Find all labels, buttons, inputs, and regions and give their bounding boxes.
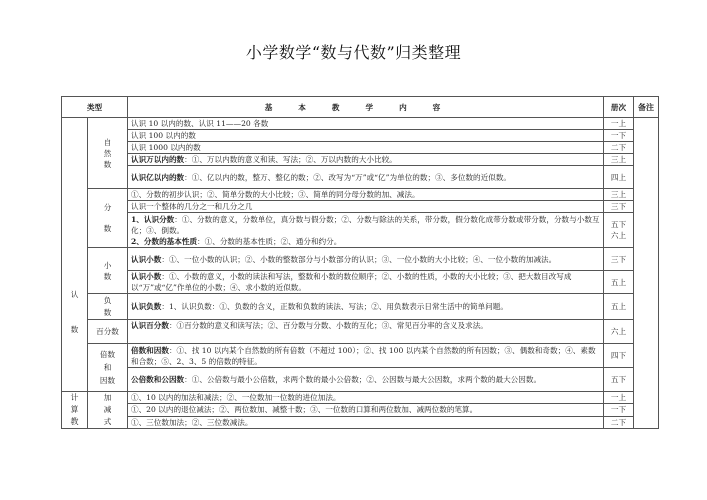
content-cell: 认识一个整体的几分之一和几分之几 [128, 201, 604, 213]
table-row [62, 294, 659, 320]
table-row [62, 154, 659, 166]
table-row [62, 416, 659, 428]
table-row [62, 142, 659, 154]
table-row [62, 118, 659, 130]
category-char: 教 [70, 417, 79, 426]
table-row [62, 201, 659, 213]
table-row [62, 213, 659, 248]
volume-cell: 三上 [604, 154, 634, 166]
volume-cell: 三下 [604, 248, 634, 271]
curriculum-table [61, 96, 659, 429]
subcategory-fu [88, 294, 128, 320]
content-cell: 认识亿以内的数：①、亿以内的数，整万、整亿的数；②、改写为“万”或“亿”为单位的数；③、多位数的近似数。 [128, 166, 604, 189]
volume-cell: 五下 [604, 368, 634, 392]
volume-cell: 一上 [604, 118, 634, 130]
content-cell: 公倍数和公因数：①、公倍数与最小公倍数，求两个数的最小公倍数；②、公因数与最大公因数，求两个数的最大公因数。 [128, 368, 604, 392]
volume-cell: 四上 [604, 166, 634, 189]
subcategory-beishu [88, 344, 128, 392]
note-cell [634, 118, 659, 429]
volume-cell: 五上 [604, 294, 634, 320]
sub-char: 数 [103, 307, 112, 317]
category-jisuan [62, 392, 88, 429]
content-cell: 认识 1000 以内的数 [128, 142, 604, 154]
volume-cell: 三上 [604, 189, 634, 201]
page-title: 小学数学“数与代数”归类整理 [245, 43, 462, 62]
volume-cell: 三下 [604, 201, 634, 213]
content-cell: 1、认识分数：①、分数的意义，分数单位，真分数与假分数；②、分数与除法的关系，带分数，假分数化成带分数或带分数，分数与小数互化；③、倒数。 2、分数的基本性质：①、分数的基本性质；②、通分和约分。 [128, 213, 604, 248]
volume-cell: 一下 [604, 130, 634, 142]
category-char: 计 [70, 393, 79, 402]
sub-char: 数 [103, 159, 112, 169]
table-row [62, 130, 659, 142]
category-char: 算 [70, 405, 79, 414]
sub-char: 式 [103, 417, 112, 426]
subcategory-fen [88, 189, 128, 248]
content-cell: 认识百分数：①百分数的意义和读写法；②、百分数与分数、小数的互化；③、常见百分率的含义及求法。 [128, 320, 604, 344]
sub-char: 因数 [99, 376, 116, 385]
content-cell: ①、三位数加法；②、三位数减法。 [128, 416, 604, 428]
content-cell: 认识 10 以内的数、认识 11——20 各数 [128, 118, 604, 130]
table-row [62, 166, 659, 189]
volume-cell: 一上 [604, 392, 634, 404]
volume-cell [604, 213, 634, 248]
sub-char: 加 [103, 393, 112, 402]
table-row [62, 189, 659, 201]
content-cell: 倍数和因数：①、找 10 以内某个自然数的所有倍数（不超过 100）；②、找 100 以内某个自然数的所有因数；③、偶数和奇数；④、素数和合数；⑤、2、3、5 的倍数的特征。 [128, 344, 604, 368]
content-cell: ①、10 以内的加法和减法；②、一位数加一位数的进位加法。 [128, 392, 604, 404]
table-row [62, 248, 659, 271]
table-row [62, 404, 659, 416]
content-cell: 认识 100 以内的数 [128, 130, 604, 142]
sub-char: 然 [103, 148, 112, 158]
volume-cell: 六上 [604, 320, 634, 344]
sub-char: 小 [103, 260, 112, 270]
content-cell: ①、20 以内的退位减法；②、两位数加、减整十数；③、一位数的口算和两位数加、减两位数的笔算。 [128, 404, 604, 416]
subcategory-baifen: 百分数 [88, 320, 128, 344]
sub-char: 分 [103, 203, 112, 212]
category-char: 认 [70, 289, 79, 299]
table-row [62, 320, 659, 344]
volume-cell: 一下 [604, 404, 634, 416]
subcategory-ziran [88, 118, 128, 189]
sub-char: 数 [103, 271, 112, 281]
volume-cell: 二下 [604, 142, 634, 154]
sub-char: 倍数 [99, 350, 116, 359]
header-type: 类型 [62, 97, 128, 118]
category-renshu [62, 118, 88, 392]
volume-value: 六上 [610, 231, 627, 240]
volume-cell: 二下 [604, 416, 634, 428]
sub-char: 负 [103, 295, 112, 305]
sub-char: 数 [103, 224, 112, 233]
content-cell: 认识小数：①、一位小数的认识；②、小数的整数部分与小数部分的认识；③、一位小数的大小比较；④、一位小数的加减法。 [128, 248, 604, 271]
table-row [62, 392, 659, 404]
content-cell: 认识小数：①、小数的意义，小数的读法和写法，整数和小数的数位顺序；②、小数的性质，小数的大小比较；③、把大数目改写成以“万”或“亿”作单位的小数；④、求小数的近似数。 [128, 271, 604, 294]
table-header-row [62, 97, 659, 118]
header-note: 备注 [634, 97, 659, 118]
volume-value: 五下 [610, 220, 627, 229]
header-volume: 册次 [604, 97, 634, 118]
subcategory-xiao [88, 248, 128, 294]
content-cell: ①、分数的初步认识；②、简单分数的大小比较；③、简单的同分母分数的加、减法。 [128, 189, 604, 201]
subcategory-jiajian [88, 392, 128, 429]
category-char: 数 [70, 325, 79, 334]
table-row [62, 368, 659, 392]
table-row [62, 271, 659, 294]
content-cell: 认识万以内的数：①、万以内数的意义和读、写法；②、万以内数的大小比较。 [128, 154, 604, 166]
header-content: 基本教学内容 [128, 97, 604, 118]
sub-char: 和 [103, 363, 112, 372]
volume-cell: 四下 [604, 344, 634, 368]
sub-char: 自 [103, 137, 112, 147]
table-row [62, 344, 659, 368]
content-cell: 认识负数：1、认识负数：①、负数的含义，正数和负数的读法、写法；②、用负数表示日常生活中的简单问题。 [128, 294, 604, 320]
sub-char: 减 [103, 405, 112, 414]
volume-cell: 五上 [604, 271, 634, 294]
